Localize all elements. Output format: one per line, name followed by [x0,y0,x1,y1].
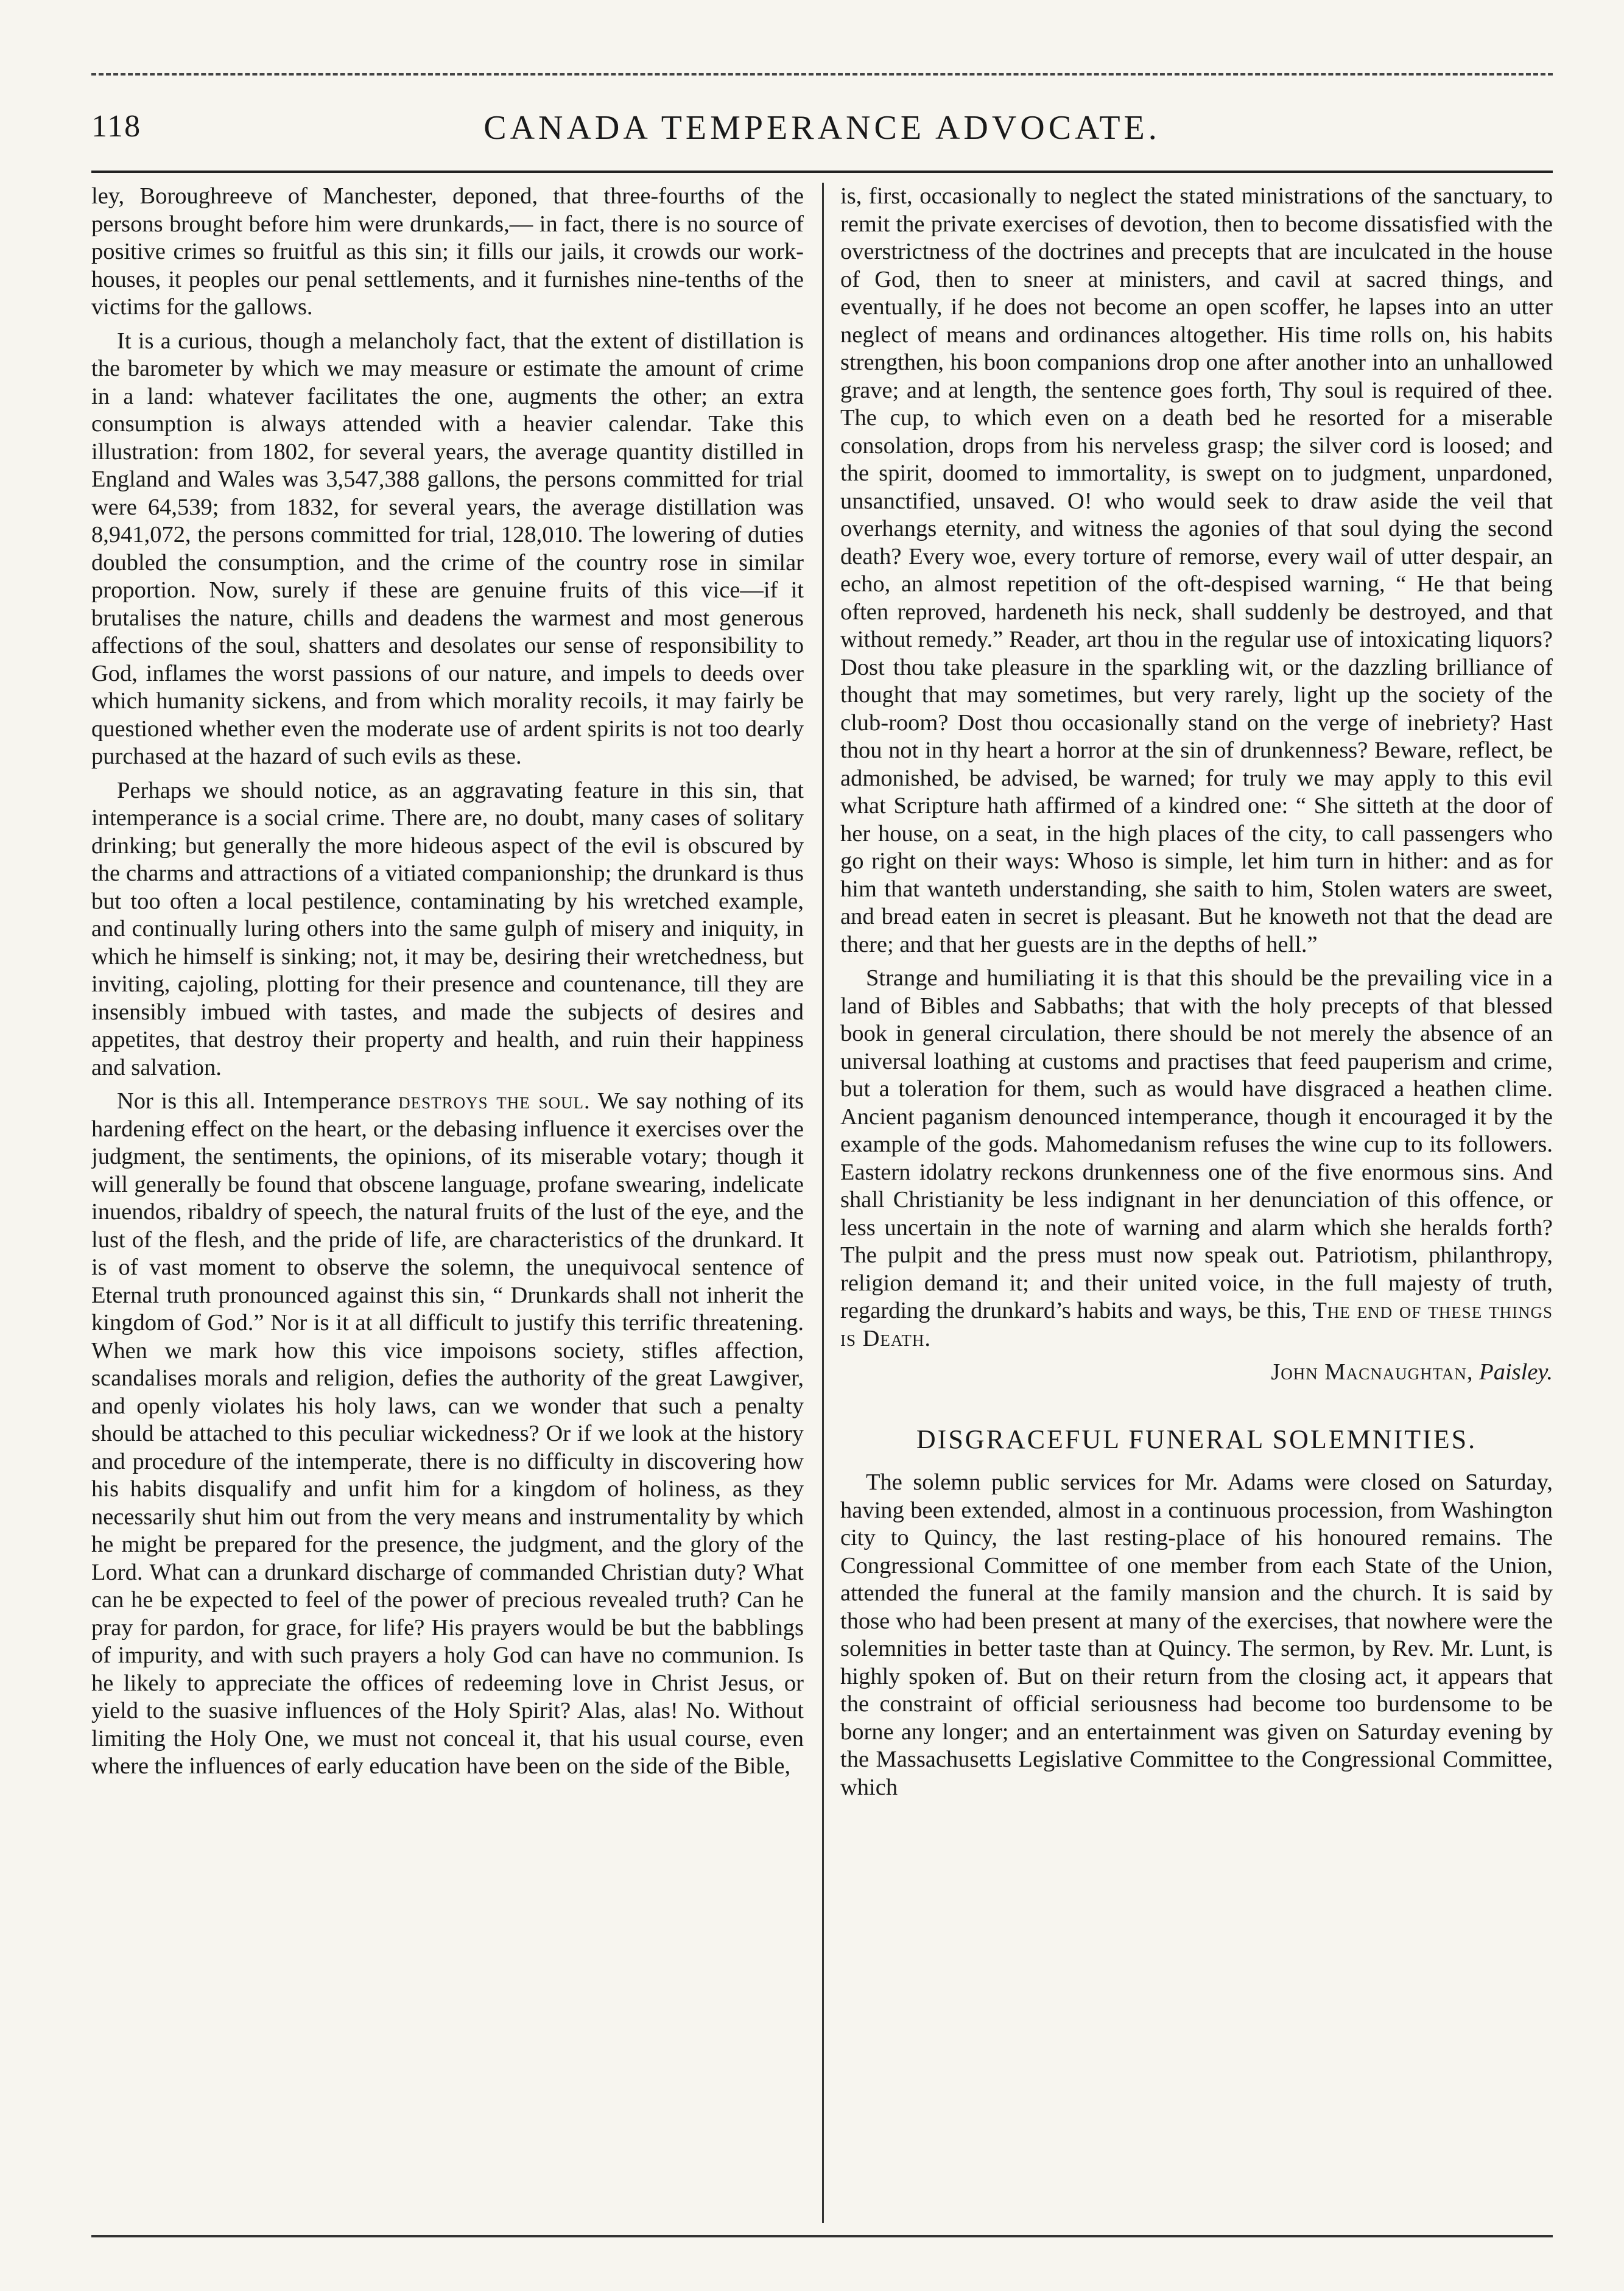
signature-name: John Macnaughtan, [1271,1359,1474,1385]
funeral-article-text: The solemn public services for Mr. Adams were closed on Saturday, having been extended, almost in a continuous procession, from Washington city to Quincy, the last resting-place of his honoured remains. The Congressional Committee of one member from each State of the Union, attended the funeral at the family mansion and the church. It is said by those who had been present at many of the exercises, that nowhere were the solemnities in better taste than at Quincy. The sermon, by Rev. Mr. Lunt, is highly spoken of. But on their return from the closing act, it appears that the constraint of official seriousness had become too burdensome to be borne any longer; and an entertainment was given on Saturday evening by the Massachusetts Legislative Committee to the Congressional Committee, which [840,1469,1553,1800]
top-rule [91,73,1553,76]
right-column [840,183,1553,2223]
bottom-rule [91,2235,1553,2237]
page-header [91,97,1553,173]
left-paragraph-4-text-a: Nor is this all. Intemperance [117,1088,399,1114]
left-paragraph-1: ley, Boroughreeve of Manchester, deponed, that three-fourths of the persons brought before him were drunkards,— in fact, there is no source of positive crimes so fruitful as this sin; it fills our jails, it crowds our work-houses, it peoples our penal settlements, and it furnishes nine-tenths of the victims for the gallows. [91,183,804,320]
column-divider [822,183,824,2223]
left-paragraph-4 [91,1088,804,1781]
signature-place: Paisley. [1479,1359,1553,1385]
left-paragraph-4-small-caps: destroys the soul. [398,1088,591,1114]
right-paragraph-2 [840,965,1553,1353]
left-paragraph-4-text-b: We say nothing of its hardening effect on the heart, or the debasing influence it exercises over the judgment, the sentiments, the opinions, of its miserable votary; though it will generally be found that obscene language, profane swearing, indelicate inuendos, ribaldry of speech, the natural fruits of the lust of the eye, and the lust of the flesh, and the pride of life, are characteristics of the drunkard. It is of vast moment to observe the solemn, the unequivocal sentence of Eternal truth pronounced against this sin, “ Drunkards shall not inherit the kingdom of God.” Nor is it at all difficult to justify this terrific threatening. When we mark how this vice impoisons society, stifles affection, scandalises morals and religion, defies the authority of the great Lawgiver, and openly violates his holy laws, can we wonder that such a penalty should be attached to this peculiar wickedness? Or if we look at the history and procedure of the intemperate, there is no difficulty in discovering how his habits disqualify and unfit him for a kingdom of holiness, as they necessarily shut him out from the very means and instrumentality by which he might be prepared for the presence, the judgment, and the glory of the Lord. What can a drunkard discharge of commanded Christian duty? What can he be expected to feel of the power of precious revealed truth? Can he pray for pardon, for grace, for life? His prayers would be but the babblings of impurity, and with such prayers a holy God can have no communion. Is he likely to appreciate the offices of redeeming love in Christ Jesus, or yield to the suasive influences of the Holy Spirit? Alas, alas! No. Without limiting the Holy One, we must not conceal it, that his usual course, even where the influences of early education have been on the side of the Bible, [91,1088,804,1779]
right-paragraph-1: is, first, occasionally to neglect the stated ministrations of the sanctuary, to remit the private exercises of devotion, then to become dissatisfied with the overstrictness of the doctrines and precepts that are inculcated in the house of God, then to sneer at ministers, and cavil at sacred things, and eventually, if he does not become an open scoffer, he lapses into an utter neglect of means and ordinances altogether. His time rolls on, his habits strengthen, his boon companions drop one after another into an unhallowed grave; and at length, the sentence goes forth, Thy soul is required of thee. The cup, to which even on a death bed he resorted for a miserable consolation, drops from his nerveless grasp; the silver cord is loosed; and the spirit, doomed to immortality, is swept on to judgment, unpardoned, unsanctified, unsaved. O! who would seek to draw aside the veil that overhangs eternity, and witness the agonies of that soul dying the second death? Every woe, every torture of remorse, every wail of utter despair, an echo, an almost repetition of the oft-despised warning, “ He that being often reproved, hardeneth his neck, shall suddenly be destroyed, and that without remedy.” Reader, art thou in the regular use of intoxicating liquors? Dost thou take pleasure in the sparkling wit, or the dazzling brilliance of thought that may sometimes, but very rarely, light up the society of the club-room? Dost thou occasionally stand on the verge of inebriety? Hast thou not in thy heart a horror at the sin of drunkenness? Beware, reflect, be admonished, be advised, be warned; for truly we may apply to this evil what Scripture hath affirmed of a kindred one: “ She sitteth at the door of her house, on a seat, in the high places of the city, to call passengers who go right on their ways: Whoso is simple, let him turn in hither: and as for him that wanteth understanding, she saith to him, Stolen waters are sweet, and bread eaten in secret is pleasant. But he knoweth not that the dead are there; and that her guests are in the depths of hell.” [840,183,1553,957]
right-paragraph-2-small-caps: The end of these things is Death. [840,1298,1553,1351]
left-column [91,183,804,2223]
left-paragraph-2: It is a curious, though a melancholy fact, that the extent of distillation is the barometer by which we may measure or estimate the amount of crime in a land: whatever facilitates the one, augments the other; an extra consumption is always attended with a heavier calendar. Take this illustration: from 1802, for several years, the average quantity distilled in England and Wales was 3,547,388 gallons, the persons committed for trial were 64,539; from 1832, for several years, the average distillation was 8,941,072, the persons committed for trial, 128,010. The lowering of duties doubled the consumption, and the crime of the country rose in similar proportion. Now, surely if these are genuine fruits of this vice—if it brutalises the nature, chills and deadens the warmest and most generous affections of the soul, shatters and desolates our sense of responsibility to God, inflames the worst passions of our nature, and impels to deeds over which humanity sickens, and from which morality recoils, it may fairly be questioned whether even the moderate use of ardent spirits is not too dearly purchased at the hazard of such evils as these. [91,328,804,769]
columns [91,183,1553,2223]
newspaper-page [91,73,1553,2265]
right-paragraph-2-text: Strange and humiliating it is that this should be the prevailing vice in a land of Bibles and Sabbaths; that with the holy precepts of that blessed book in general circulation, there should be not merely the absence of an universal loathing at customs and practises that feed pauperism and crime, but a toleration for them, such as would have disgraced a heathen clime. Ancient paganism denounced intemperance, though it encouraged it by the example of the gods. Mahomedanism refuses the wine cup to its followers. Eastern idolatry reckons drunkenness one of the five enormous sins. And shall Christianity be less indignant in her denunciation of this offence, or less uncertain in the note of warning and alarm which she heralds forth? The pulpit and the press must now speak out. Patriotism, philanthropy, religion demand it; and their united voice, in the full majesty of truth, regarding the drunkard’s habits and ways, be this, [840,965,1553,1323]
left-paragraph-3: Perhaps we should notice, as an aggravating feature in this sin, that intemperance is a social crime. There are, no doubt, many cases of solitary drinking; but generally the more hideous aspect of the evil is obscured by the charms and attractions of a vitiated companionship; the drunkard is thus but too often a local pestilence, contaminating by his wretched example, and continually luring others into the same gulph of misery and iniquity, in which he himself is sinking; not, it may be, desiring their wretchedness, but inviting, cajoling, plotting for their presence and countenance, till they are insensibly imbued with tastes, and made the subjects of desires and appetites, that destroy their property and health, and ruin their happiness and salvation. [91,777,804,1080]
page-number: 118 [91,109,142,144]
signature [840,1359,1553,1387]
running-title: CANADA TEMPERANCE ADVOCATE. [483,109,1161,147]
funeral-article-title: DISGRACEFUL FUNERAL SOLEMNITIES. [916,1424,1477,1454]
